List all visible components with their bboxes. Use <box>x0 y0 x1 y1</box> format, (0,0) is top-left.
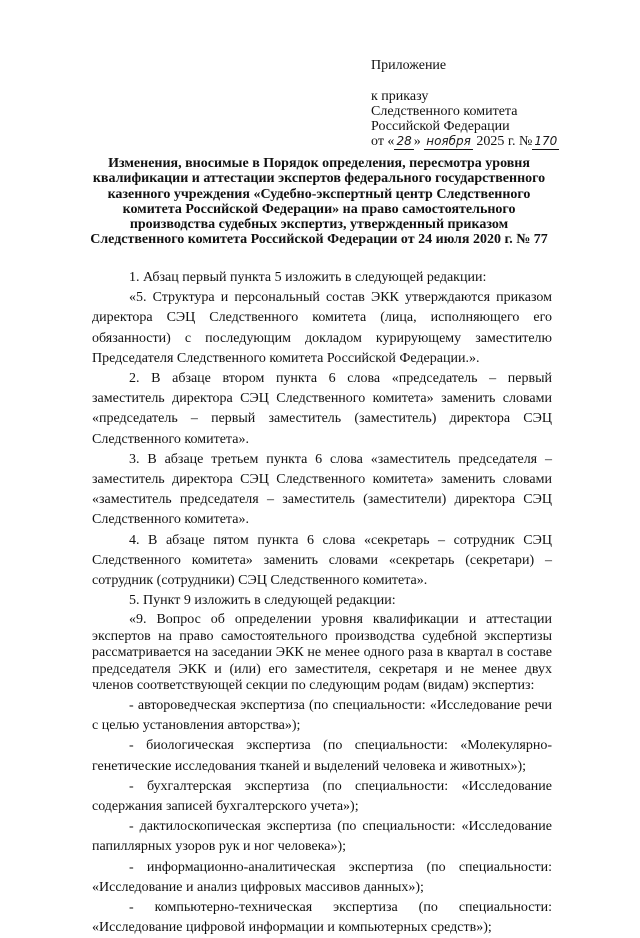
paragraph-item-9-text: «9. Вопрос об определении уровня квалификации и аттестации экспертов на право самостоятельного производства судебной экспертизы рассматривается на заседании ЭКК не менее одного раза в квартал в составе председателя ЭКК и (или) его заместителя, секретаря и не менее двух членов соответствующей секции по следующим родам (видам) экспертиз: <box>92 612 552 694</box>
date-year: 2025 г. № <box>476 134 533 149</box>
paragraph-item-3: 3. В абзаце третьем пункта 6 слова «заместитель председателя – заместитель директора СЭЦ Следственного комитета» заменить словами «заместитель председателя – заместитель (заместители) директора СЭЦ Следственного комитета». <box>92 451 552 528</box>
paragraph-item-5: 5. Пункт 9 изложить в следующей редакции: <box>129 593 396 609</box>
appendix-committee-line: Следственного комитета <box>371 104 518 119</box>
appendix-order-line: к приказу <box>371 89 429 104</box>
appendix-federation-line: Российской Федерации <box>371 119 510 134</box>
handwritten-month: ноября <box>426 134 471 148</box>
list-item-biological: - биологическая экспертиза (по специальности: «Молекулярно-генетические исследования тканей и выделений человека и животных»); <box>92 738 552 774</box>
list-item-fingerprint: - дактилоскопическая экспертиза (по специальности: «Исследование папиллярных узоров рук и ног человека»); <box>92 819 552 855</box>
list-item-authorship: - автороведческая экспертиза (по специальности: «Исследование речи с целью установления авторства»); <box>92 697 552 734</box>
paragraph-item-1: 1. Абзац первый пункта 5 изложить в следующей редакции: <box>129 270 487 285</box>
handwritten-order-number: 170 <box>534 134 558 148</box>
list-item-information-analytical: - информационно-аналитическая экспертиза (по специальности: «Исследование и анализ цифровых массивов данных»); <box>92 859 552 895</box>
document-title: Изменения, вносимые в Порядок определения, пересмотра уровня квалификации и аттестации экспертов федерального государственного казенного учреждения «Судебно-экспертный центр Следственного комитета Российской Федерации» на право самостоятельного производства судебных экспертиз, утвержденный приказом Следственного комитета Российской Федерации от 24 июля 2020 г. № 77 <box>90 156 548 248</box>
date-quote-close: » <box>413 134 421 149</box>
paragraph-item-4: 4. В абзаце пятом пункта 6 слова «секретарь – сотрудник СЭЦ Следственного комитета» заменить словами «секретарь (секретари) – сотрудник (сотрудники) СЭЦ Следственного комитета». <box>92 532 552 589</box>
paragraph-item-5-text: «5. Структура и персональный состав ЭКК утверждаются приказом директора СЭЦ Следственного комитета (лица, исполняющего его обязанности) с последующим докладом курирующему заместителю Председателя Следственного комитета Российской Федерации.». <box>92 290 552 366</box>
appendix-block <box>371 58 559 150</box>
appendix-title: Приложение <box>371 58 447 73</box>
document-body <box>92 268 552 938</box>
list-item-accounting: - бухгалтерская экспертиза (по специальности: «Исследование содержания записей бухгалтерского учета»); <box>92 778 552 814</box>
date-prefix: от « <box>371 134 395 149</box>
list-item-computer-technical: - компьютерно-техническая экспертиза (по специальности: «Исследование цифровой информации и компьютерных средств»); <box>92 899 552 936</box>
appendix-date-line <box>371 134 559 150</box>
handwritten-day: 28 <box>396 134 412 148</box>
paragraph-item-2: 2. В абзаце втором пункта 6 слова «председатель – первый заместитель директора СЭЦ Следственного комитета» заменить словами «председатель – первый заместитель (заместитель) директора СЭЦ Следственного комитета». <box>92 371 552 447</box>
